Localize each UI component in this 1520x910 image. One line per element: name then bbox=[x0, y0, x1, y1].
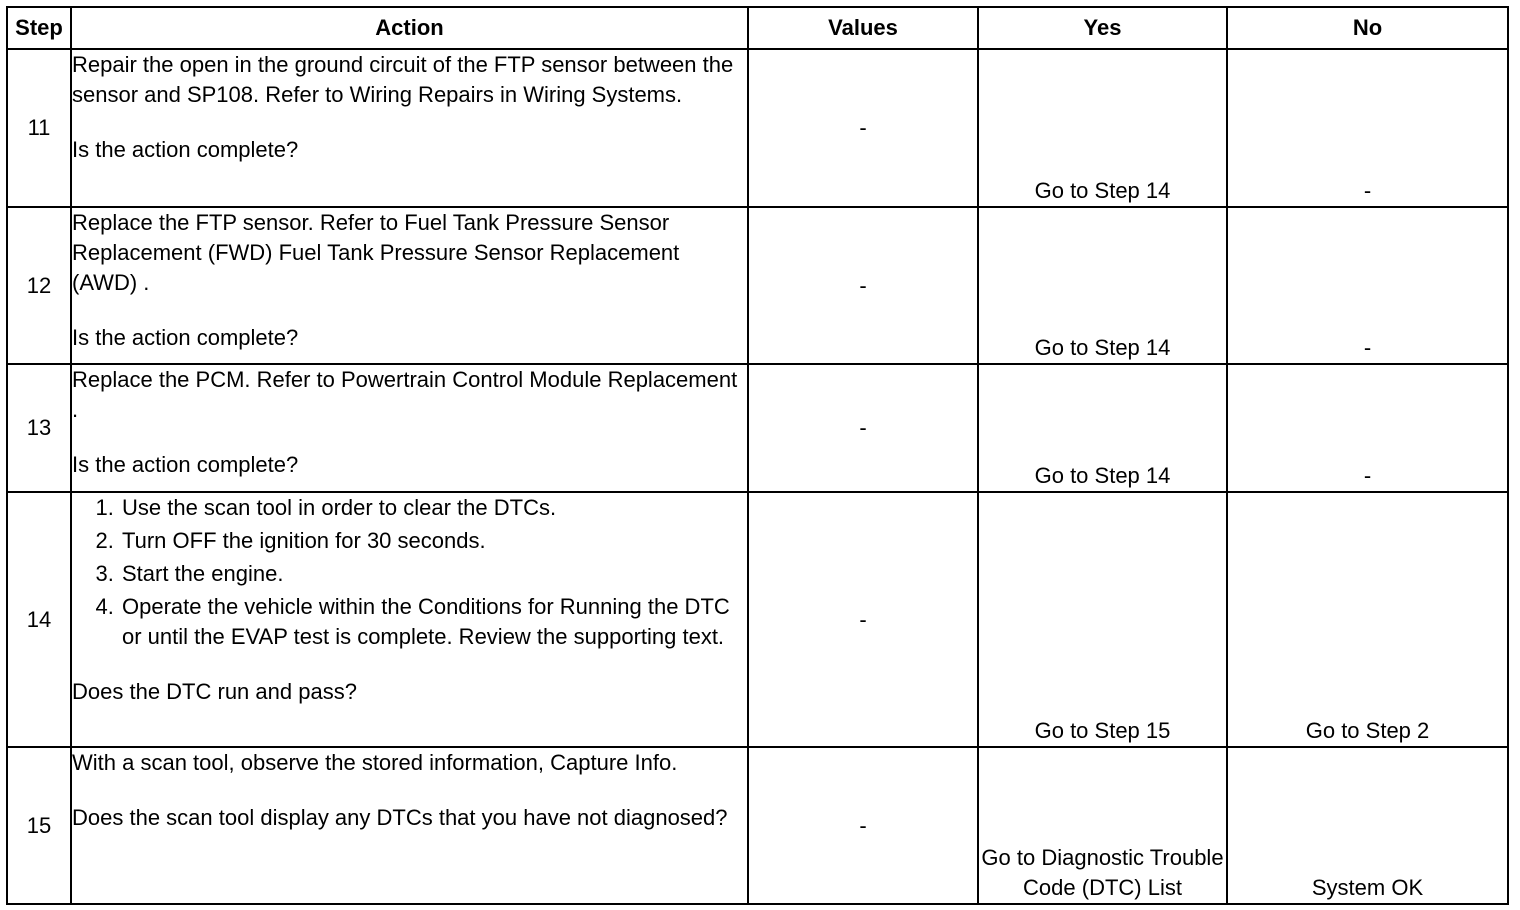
values-cell: - bbox=[748, 49, 978, 207]
no-cell: - bbox=[1227, 49, 1508, 207]
yes-cell: Go to Step 15 bbox=[978, 492, 1227, 747]
table-row bbox=[7, 747, 1508, 904]
yes-cell: Go to Step 14 bbox=[978, 364, 1227, 492]
action-question: Does the scan tool display any DTCs that you have not diagnosed? bbox=[72, 805, 728, 830]
header-values: Values bbox=[748, 7, 978, 49]
yes-cell: Go to Step 14 bbox=[978, 207, 1227, 364]
action-question: Does the DTC run and pass? bbox=[72, 679, 357, 704]
yes-cell: Go to Diagnostic Trouble Code (DTC) List bbox=[978, 747, 1227, 904]
no-cell: System OK bbox=[1227, 747, 1508, 904]
action-cell bbox=[71, 364, 748, 492]
header-action: Action bbox=[71, 7, 748, 49]
diagnostic-table bbox=[6, 6, 1509, 905]
step-number: 11 bbox=[7, 49, 71, 207]
action-question: Is the action complete? bbox=[72, 325, 299, 350]
procedure-step: 1. Use the scan tool in order to clear the DTCs. bbox=[120, 493, 747, 523]
step-number: 13 bbox=[7, 364, 71, 492]
procedure-step: 2. Turn OFF the ignition for 30 seconds. bbox=[120, 526, 747, 556]
table-row bbox=[7, 49, 1508, 207]
no-cell: Go to Step 2 bbox=[1227, 492, 1508, 747]
action-cell bbox=[71, 207, 748, 364]
action-cell bbox=[71, 747, 748, 904]
action-text: Replace the PCM. Refer to Powertrain Control Module Replacement . bbox=[72, 367, 738, 422]
table-row bbox=[7, 364, 1508, 492]
table-row bbox=[7, 207, 1508, 364]
yes-cell: Go to Step 14 bbox=[978, 49, 1227, 207]
table-row bbox=[7, 492, 1508, 747]
step-number: 15 bbox=[7, 747, 71, 904]
no-cell: - bbox=[1227, 207, 1508, 364]
procedure-list bbox=[72, 493, 747, 652]
procedure-step: 3. Start the engine. bbox=[120, 559, 747, 589]
no-cell: - bbox=[1227, 364, 1508, 492]
action-question: Is the action complete? bbox=[72, 137, 299, 162]
step-number: 14 bbox=[7, 492, 71, 747]
header-yes: Yes bbox=[978, 7, 1227, 49]
values-cell: - bbox=[748, 207, 978, 364]
step-number: 12 bbox=[7, 207, 71, 364]
action-cell bbox=[71, 492, 748, 747]
header-row bbox=[7, 7, 1508, 49]
header-step: Step bbox=[7, 7, 71, 49]
values-cell: - bbox=[748, 364, 978, 492]
procedure-step: 4. Operate the vehicle within the Conditions for Running the DTC or until the EVAP test is complete. Review the supporting text. bbox=[120, 592, 747, 652]
header-no: No bbox=[1227, 7, 1508, 49]
action-question: Is the action complete? bbox=[72, 452, 299, 477]
action-cell bbox=[71, 49, 748, 207]
action-text: With a scan tool, observe the stored information, Capture Info. bbox=[72, 750, 678, 775]
values-cell: - bbox=[748, 747, 978, 904]
action-text: Repair the open in the ground circuit of the FTP sensor between the sensor and SP108. Refer to Wiring Repairs in Wiring Systems. bbox=[72, 52, 734, 107]
action-text: Replace the FTP sensor. Refer to Fuel Tank Pressure Sensor Replacement (FWD) Fuel Tank Pressure Sensor Replacement (AWD) . bbox=[72, 210, 680, 295]
values-cell: - bbox=[748, 492, 978, 747]
